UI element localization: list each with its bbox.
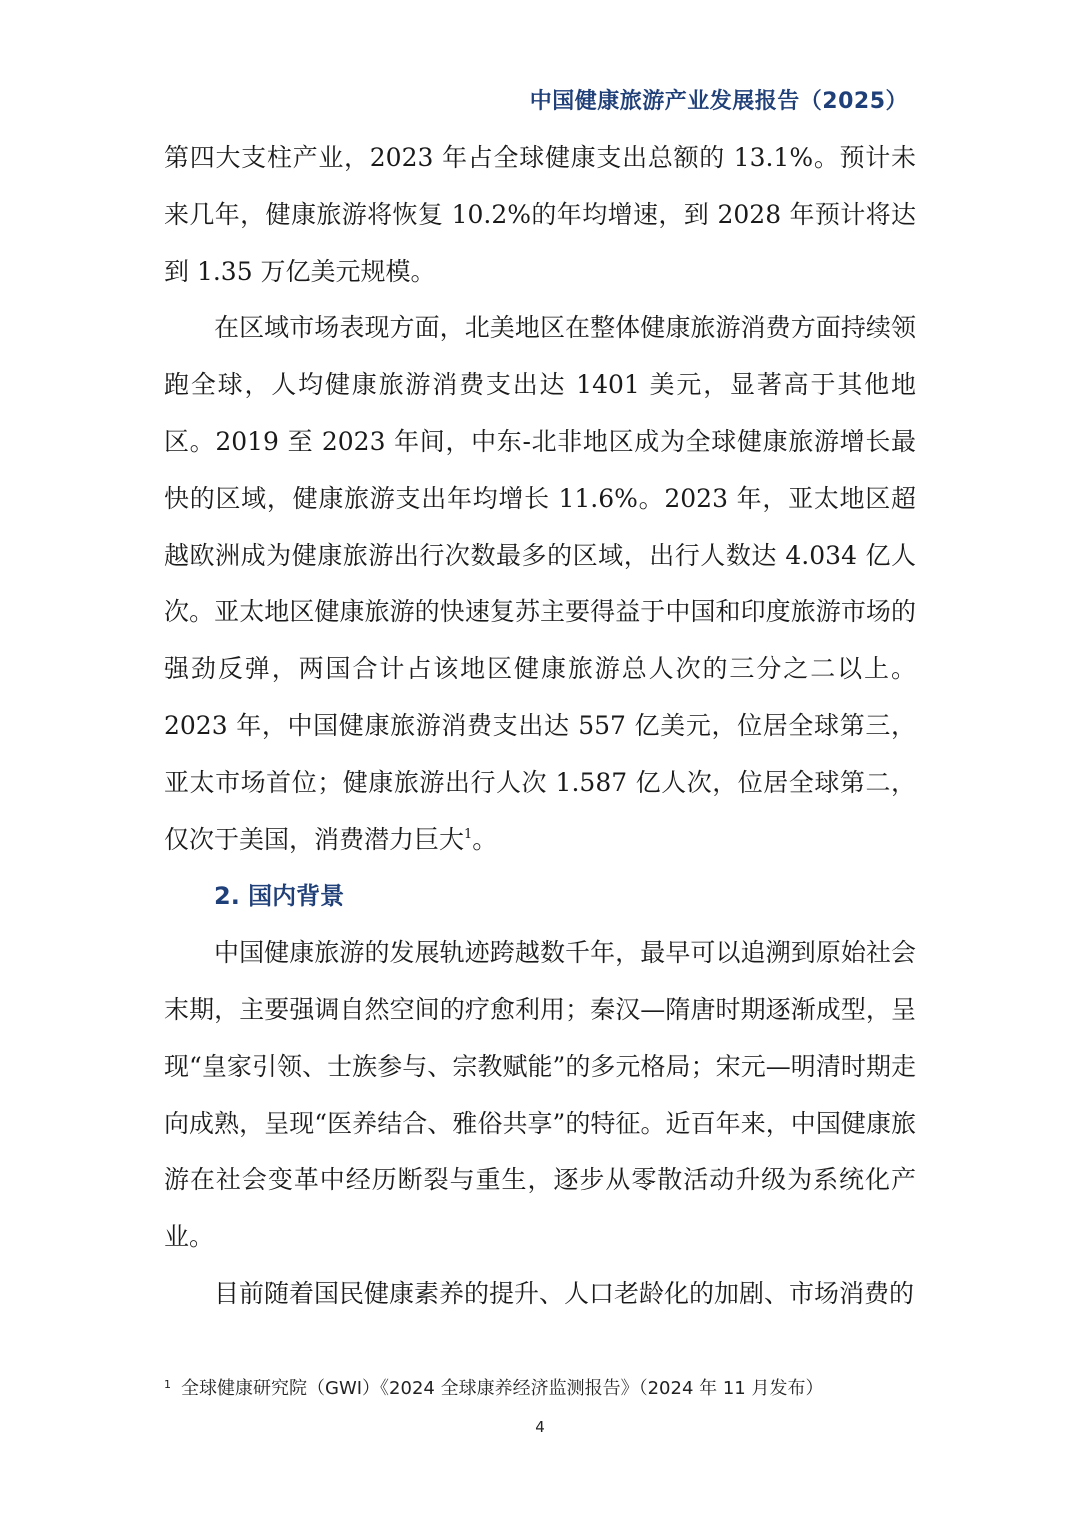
footnote-text: 全球健康研究院（GWI）《2024 全球康养经济监测报告》（2024 年 11 月发布） <box>181 1378 824 1399</box>
paragraph-regional-market <box>164 300 916 868</box>
paragraph-continuation: 第四大支柱产业，2023 年占全球健康支出总额的 13.1%。预计未来几年，健康旅游将恢复 10.2%的年均增速，到 2028 年预计将达到 1.35 万亿美元规模。 <box>164 143 916 286</box>
paragraph-domestic-history: 中国健康旅游的发展轨迹跨越数千年，最早可以追溯到原始社会末期，主要强调自然空间的疗愈利用；秦汉—隋唐时期逐渐成型，呈现“皇家引领、士族参与、宗教赋能”的多元格局；宋元—明清时期走向成熟，呈现“医养结合、雅俗共享”的特征。近百年来，中国健康旅游在社会变革中经历断裂与重生，逐步从零散活动升级为系统化产业。 <box>164 938 916 1252</box>
paragraph-current-trends: 目前随着国民健康素养的提升、人口老龄化的加剧、市场消费的 <box>214 1278 915 1308</box>
footnote <box>164 1374 924 1400</box>
paragraph-regional-market-text: 在区域市场表现方面，北美地区在整体健康旅游消费方面持续领跑全球，人均健康旅游消费支出达 1401 美元，显著高于其他地区。2019 至 2023 年间，中东-北非地区成为全球健康旅游增长最快的区域，健康旅游支出年均增长 11.6%。2023 年，亚太地区超越欧洲成为健康旅游出行次数最多的区域，出行人数达 4.034 亿人次。亚太地区健康旅游的快速复苏主要得益于中国和印度旅游市场的强劲反弹，两国合计占该地区健康旅游总人次的三分之二以上。2023 年，中国健康旅游消费支出达 557 亿美元，位居全球第三，亚太市场首位；健康旅游出行人次 1.587 亿人次，位居全球第二，仅次于美国，消费潜力巨大 <box>164 313 916 854</box>
footnote-marker: 1 <box>164 1378 171 1391</box>
paragraph-end-mark: 。 <box>472 824 498 854</box>
footnote-reference[interactable]: 1 <box>464 826 473 842</box>
section-heading: 2. 国内背景 <box>214 882 345 911</box>
page-number: 4 <box>535 1418 545 1436</box>
body-text <box>164 130 916 1323</box>
running-header: 中国健康旅游产业发展报告（2025） <box>529 89 908 114</box>
